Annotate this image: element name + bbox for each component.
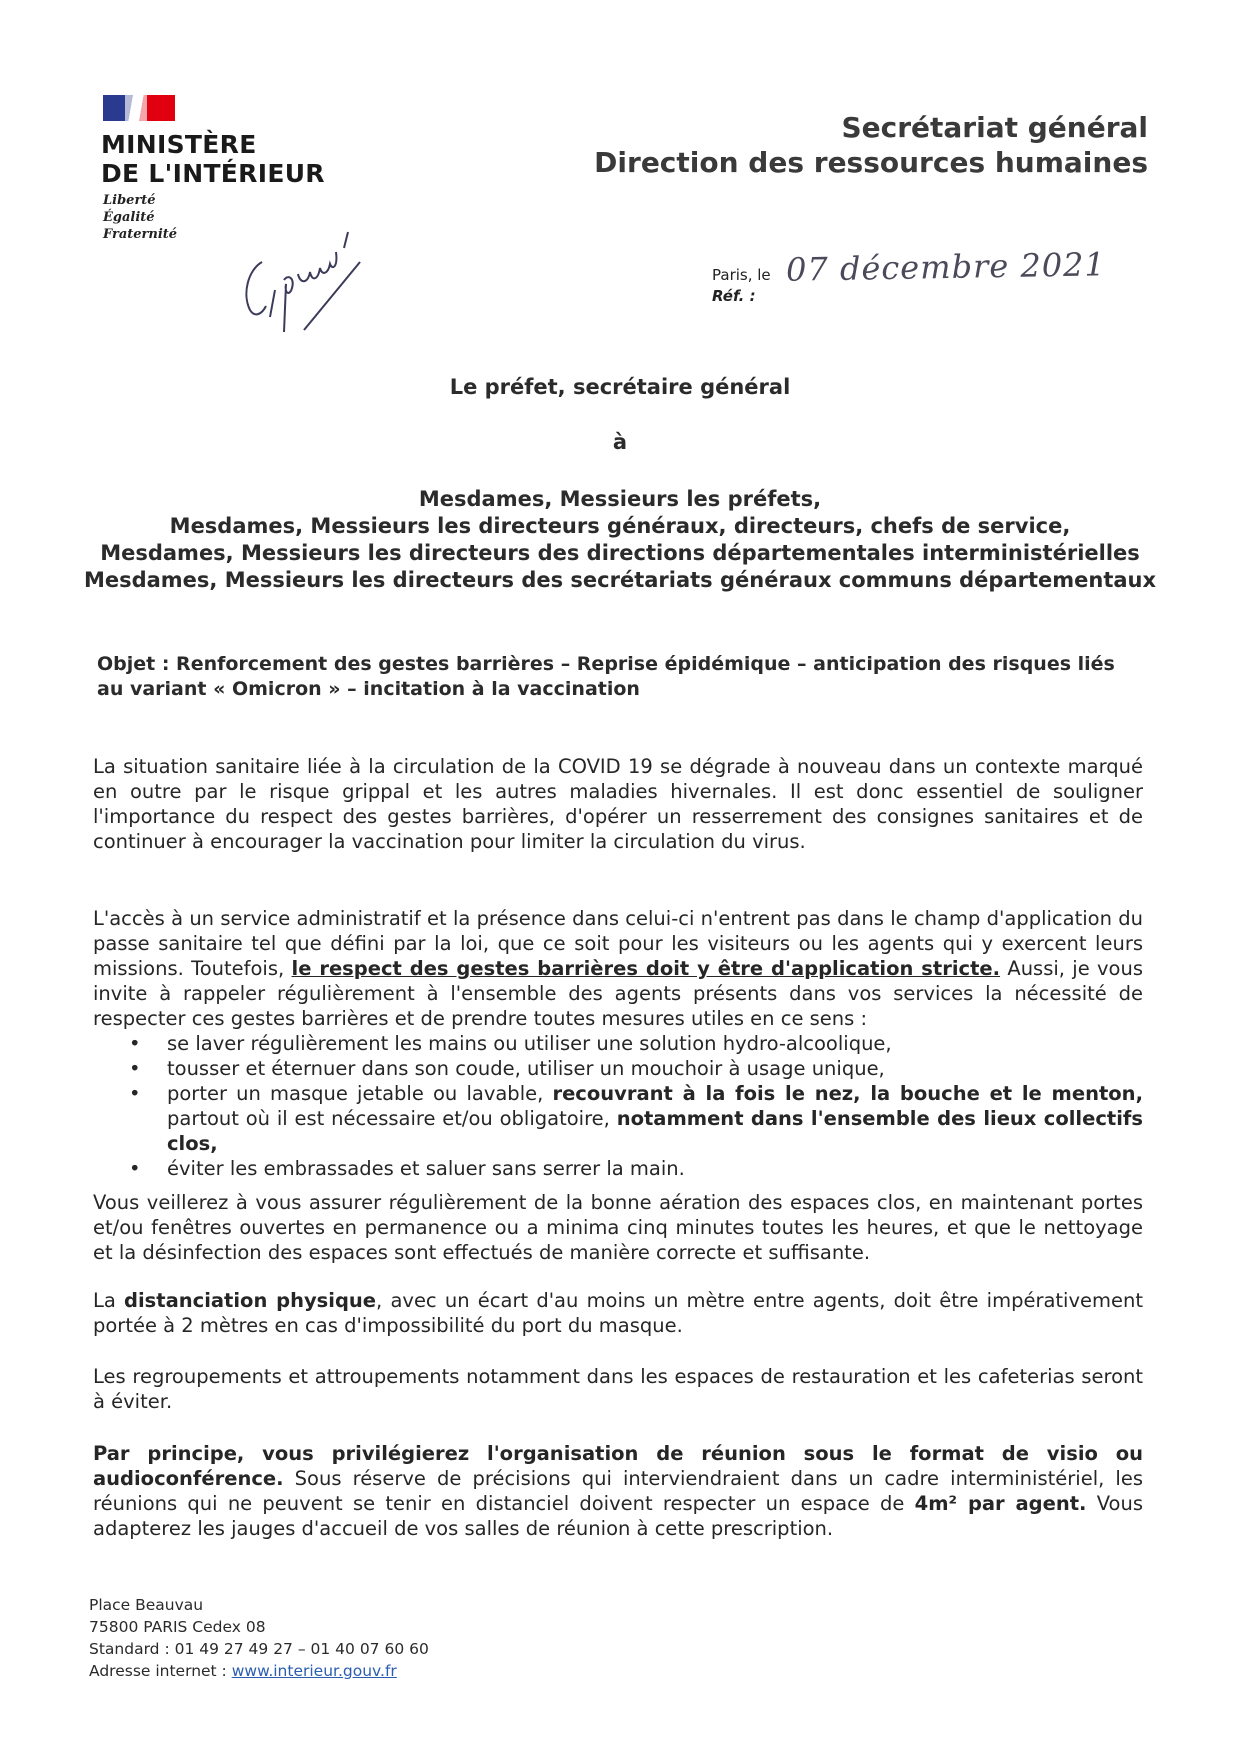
department-line-1: Secrétariat général <box>841 111 1148 144</box>
motto-fraternite: Fraternité <box>103 227 178 242</box>
emphasis-bold: recouvrant à la fois le nez, la bouche et le menton, <box>552 1082 1143 1105</box>
letter-object: Objet : Renforcement des gestes barrières – Reprise épidémique – anticipation des risques liés au variant « Omicron » – incitation à la vaccination <box>97 653 1115 700</box>
recipient-line: Mesdames, Messieurs les directeurs généraux, directeurs, chefs de service, <box>169 514 1071 538</box>
paragraph-text: Aussi, je vous invite à rappeler régulièrement à l'ensemble des agents présents dans vos services la nécessité de respecter ces gestes barrières et de prendre toutes mesures utiles en ce sens : <box>93 957 1144 1030</box>
footer-line: Adresse internet : www.interieur.gouv.fr <box>89 1662 397 1680</box>
motto <box>103 192 177 243</box>
emphasis-underlined: le respect des gestes barrières doit y être d'application stricte. <box>291 957 1001 980</box>
recipient-line: Mesdames, Messieurs les directeurs des secrétariats généraux communs départementaux <box>83 568 1157 592</box>
recipients <box>0 486 1240 594</box>
emphasis-bold: 4m² par agent. <box>914 1492 1087 1515</box>
emphasis-bold: notamment dans l'ensemble des lieux collectifs clos, <box>167 1107 1143 1155</box>
paragraph-reunions: Par principe, vous privilégierez l'organisation de réunion sous le format de visio ou audioconférence. Sous réserve de précisions qui interviendraient dans un cadre interministériel, les réunions qui ne peuvent se tenir en distanciel doivent respecter un espace de 4m² par agent. Vous adapterez les jauges d'accueil de vos salles de réunion à cette prescription. <box>93 1442 1143 1540</box>
place-label: Paris, le <box>712 266 771 284</box>
republique-francaise-flag-logo <box>103 95 175 121</box>
paragraph-text: L'accès à un service administratif et la présence dans celui-ci n'entrent pas dans le champ d'application du passe sanitaire tel que défini par la loi, que ce soit pour les visiteurs ou les agents qui y exercent leurs missions. Toutefois, <box>93 907 1143 980</box>
ministry-line-2: DE L'INTÉRIEUR <box>101 159 325 188</box>
paragraph-aeration: Vous veillerez à vous assurer régulièrement de la bonne aération des espaces clos, en maintenant portes et/ou fenêtres ouvertes en permanence ou a minima cinq minutes toutes les heures, et que le nettoyage et la désinfection des espaces sont effectués de manière correcte et suffisante. <box>93 1191 1143 1264</box>
motto-liberte: Liberté <box>103 193 156 208</box>
footer-line: Place Beauvau <box>89 1596 204 1614</box>
list-item: • se laver régulièrement les mains ou utiliser une solution hydro-alcoolique, <box>167 1031 1143 1056</box>
handwritten-date: 07 décembre 2021 <box>785 245 1107 289</box>
department-heading <box>594 110 1148 180</box>
paragraph-gestes-barrieres <box>93 906 1143 1181</box>
list-item: • éviter les embrassades et saluer sans serrer la main. <box>167 1156 1143 1181</box>
recipient-line: Mesdames, Messieurs les directeurs des directions départementales interministérielles <box>100 541 1140 565</box>
footer-line: Standard : 01 49 27 49 27 – 01 40 07 60 60 <box>89 1640 429 1658</box>
ministry-line-1: MINISTÈRE <box>101 130 257 159</box>
handwritten-signature <box>240 222 370 357</box>
reference-label: Réf. : <box>712 287 756 305</box>
recipient-line: Mesdames, Messieurs les préfets, <box>418 487 822 511</box>
footer-address <box>89 1594 429 1682</box>
motto-egalite: Égalité <box>103 210 155 225</box>
emphasis-bold: distanciation physique <box>124 1289 377 1312</box>
paragraph-distanciation: La distanciation physique, avec un écart d'au moins un mètre entre agents, doit être impérativement portée à 2 mètres en cas d'impossibilité du port du masque. <box>93 1289 1144 1337</box>
website-link[interactable]: www.interieur.gouv.fr <box>231 1662 397 1680</box>
list-item: • porter un masque jetable ou lavable, recouvrant à la fois le nez, la bouche et le menton, partout où il est nécessaire et/ou obligatoire, notamment dans l'ensemble des lieux collectifs clos, <box>167 1081 1143 1156</box>
to-word: à <box>612 430 628 454</box>
ministry-name <box>101 130 325 188</box>
department-line-2: Direction des ressources humaines <box>594 146 1148 179</box>
paragraph-regroupements: Les regroupements et attroupements notamment dans les espaces de restauration et les cafeterias seront à éviter. <box>93 1365 1143 1413</box>
sender: Le préfet, secrétaire général <box>449 375 791 399</box>
list-item: • tousser et éternuer dans son coude, utiliser un mouchoir à usage unique, <box>167 1056 1143 1081</box>
footer-line: 75800 PARIS Cedex 08 <box>89 1618 266 1636</box>
measures-list <box>93 1031 1143 1181</box>
emphasis-bold: Par principe, vous privilégierez l'organisation de réunion sous le format de visio ou audioconférence. <box>93 1442 1143 1490</box>
paragraph-situation: La situation sanitaire liée à la circulation de la COVID 19 se dégrade à nouveau dans un contexte marqué en outre par le risque grippal et les autres maladies hivernales. Il est donc essentiel de souligner l'importance du respect des gestes barrières, d'opérer un resserrement des consignes sanitaires et de continuer à encourager la vaccination pour limiter la circulation du virus. <box>93 755 1143 853</box>
